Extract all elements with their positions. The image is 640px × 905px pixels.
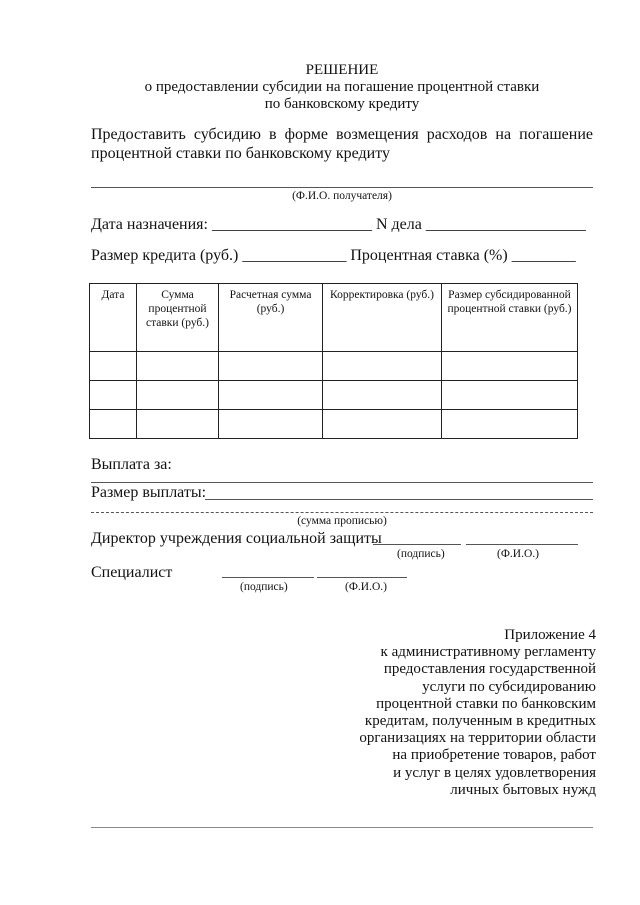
table-row: [90, 410, 578, 439]
document-subtitle-line-1: о предоставлении субсидии на погашение процентной ставки: [144, 79, 540, 95]
specialist-name-line[interactable]: [317, 577, 407, 578]
col-header-date: Дата: [90, 284, 137, 352]
payment-for-line[interactable]: [91, 482, 593, 483]
table-row: [90, 352, 578, 381]
document-subtitle-line-2: по банковскому кредиту: [264, 96, 420, 112]
table-cell[interactable]: [90, 352, 137, 381]
table-cell[interactable]: [90, 381, 137, 410]
col-header-calculated-amount: Расчетная сумма (руб.): [219, 284, 323, 352]
director-label: Директор учреждения социальной защиты: [91, 530, 382, 547]
amount-words-caption: (сумма прописью): [297, 515, 387, 527]
appendix-line: к административному регламенту: [380, 644, 596, 661]
specialist-label: Специалист: [91, 564, 173, 581]
document-title: РЕШЕНИЕ: [305, 62, 379, 78]
table-cell[interactable]: [137, 352, 219, 381]
table-header-row: [90, 284, 578, 352]
table-cell[interactable]: [219, 352, 323, 381]
table-cell[interactable]: [442, 352, 578, 381]
appendix-line: и услуг в целях удовлетворения: [393, 764, 596, 781]
table-cell[interactable]: [323, 381, 442, 410]
table-cell[interactable]: [137, 410, 219, 439]
col-header-adjustment: Корректировка (руб.): [323, 284, 442, 352]
recipient-name-line[interactable]: [91, 187, 593, 188]
appendix-block: [359, 627, 596, 799]
bottom-divider: [91, 827, 593, 828]
appendix-line: личных бытовых нужд: [450, 781, 596, 798]
table-cell[interactable]: [323, 410, 442, 439]
table-cell[interactable]: [442, 381, 578, 410]
director-signature-caption: (подпись): [397, 548, 445, 560]
table-cell[interactable]: [323, 352, 442, 381]
specialist-name-caption: (Ф.И.О.): [345, 581, 387, 593]
director-name-caption: (Ф.И.О.): [497, 548, 539, 560]
payment-amount-line[interactable]: [205, 499, 593, 500]
payment-for-label: Выплата за:: [91, 456, 172, 473]
appendix-line: услуги по субсидированию: [422, 678, 596, 695]
table-cell[interactable]: [219, 410, 323, 439]
table-cell[interactable]: [90, 410, 137, 439]
specialist-signature-caption: (подпись): [240, 581, 288, 593]
director-signature-line[interactable]: [373, 544, 461, 545]
specialist-signature-line[interactable]: [222, 577, 314, 578]
payment-amount-words-line[interactable]: [91, 512, 593, 513]
appendix-line: организациях на территории области: [359, 730, 596, 747]
director-name-line[interactable]: [466, 544, 578, 545]
appendix-line: Приложение 4: [504, 627, 596, 643]
table-cell[interactable]: [137, 381, 219, 410]
appendix-line: предоставления государственной: [383, 661, 596, 678]
col-header-interest-amount: Сумма процентной ставки (руб.): [137, 284, 219, 352]
recipient-caption: (Ф.И.О. получателя): [292, 190, 392, 202]
intro-line-2: процентной ставки по банковскому кредиту: [91, 145, 391, 162]
payment-amount-label: Размер выплаты:: [91, 484, 207, 501]
credit-rate-field[interactable]: Размер кредита (руб.) _____________ Процентная ставка (%) ________: [91, 247, 576, 264]
appendix-line: кредитам, полученным в кредитных: [364, 713, 596, 730]
subsidy-table: [89, 283, 578, 439]
table-cell[interactable]: [219, 381, 323, 410]
assign-date-case-field[interactable]: Дата назначения: ____________________ N дела ____________________: [91, 216, 586, 233]
col-header-subsidized-rate: Размер субсидированной процентной ставки (руб.): [442, 284, 578, 352]
table-cell[interactable]: [442, 410, 578, 439]
intro-line-1: Предоставить субсидию в форме возмещения расходов на погашение: [91, 126, 593, 143]
table-row: [90, 381, 578, 410]
appendix-line: процентной ставки по банковским: [376, 695, 596, 712]
appendix-line: на приобретение товаров, работ: [392, 747, 596, 764]
